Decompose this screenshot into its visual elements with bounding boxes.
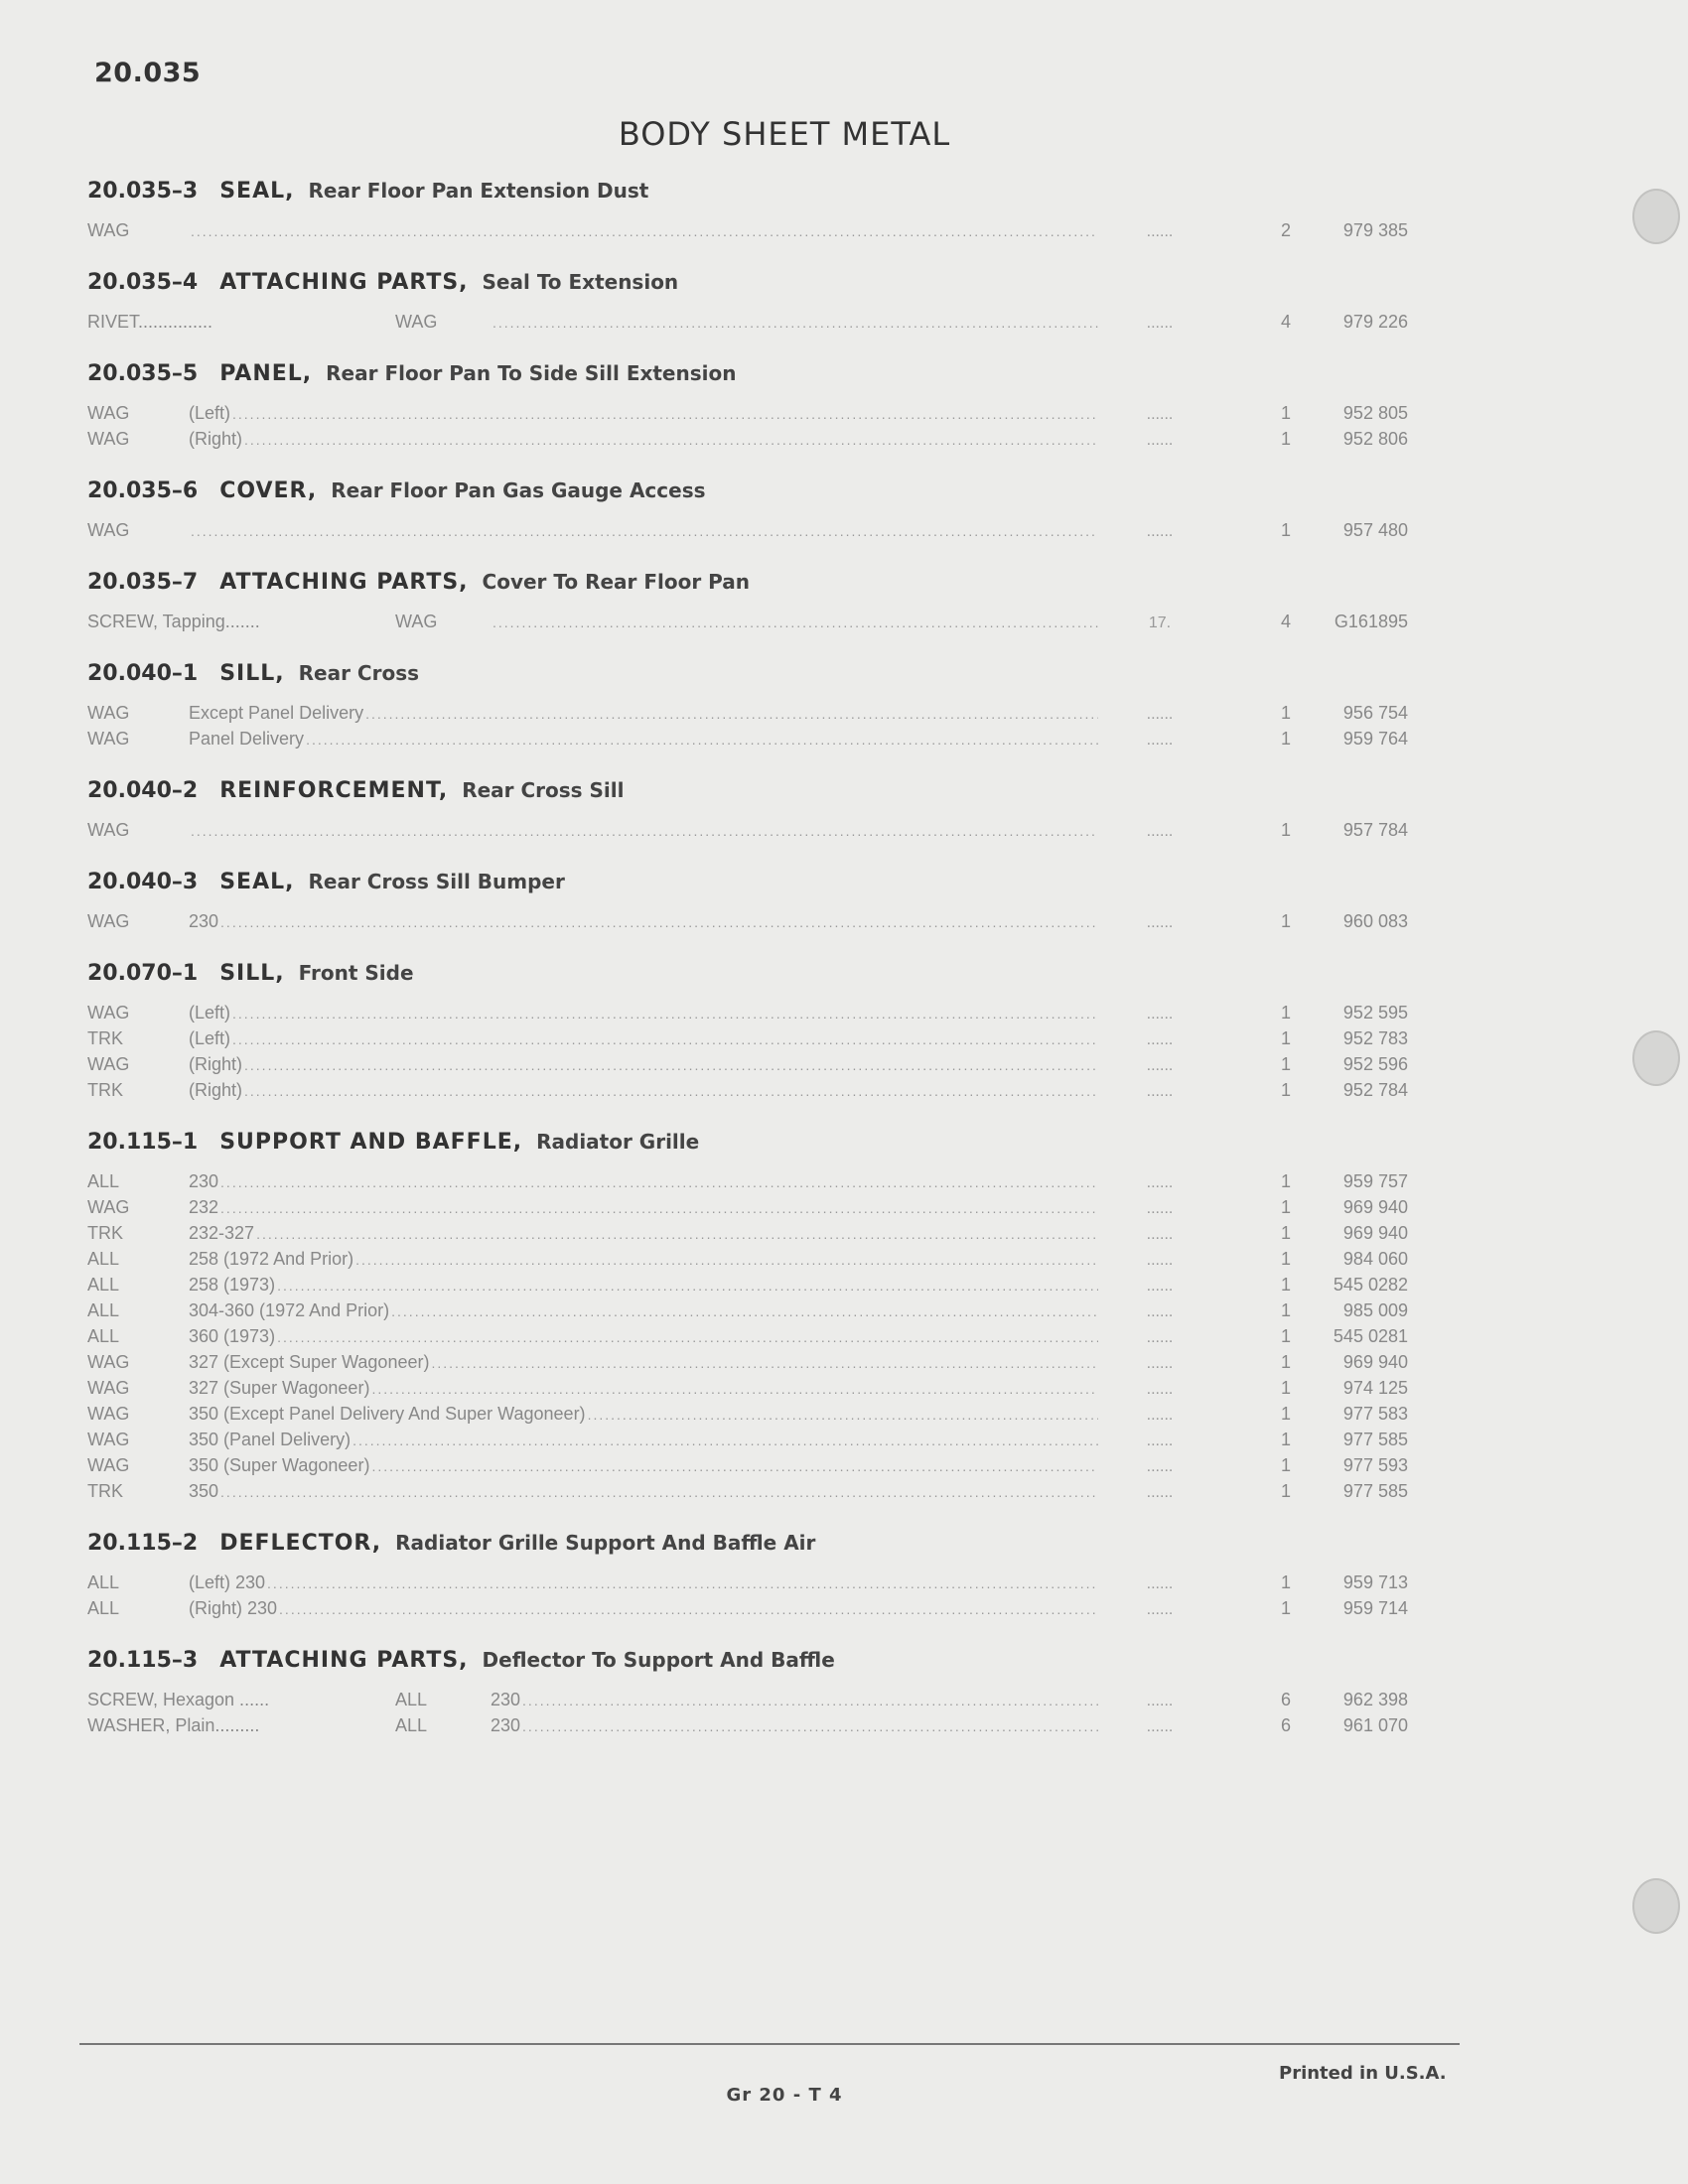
- part-application: WAG: [87, 520, 130, 540]
- part-application: WASHER, Plain.........: [87, 1715, 260, 1735]
- section-number: 20.040–2: [87, 777, 199, 803]
- part-quantity: 1: [1280, 1223, 1291, 1243]
- part-reference: ......: [1146, 1355, 1174, 1372]
- part-application: RIVET...............: [87, 312, 213, 332]
- part-quantity: 1: [1280, 1171, 1291, 1191]
- part-number: 969 940: [1342, 1223, 1408, 1243]
- dot-leader: [256, 1226, 1098, 1242]
- parts-section: [87, 649, 1408, 766]
- part-application: SCREW, Tapping.......: [87, 612, 260, 631]
- section-heading: [87, 349, 1408, 397]
- dot-leader: [244, 1083, 1098, 1099]
- dot-leader: [492, 614, 1098, 630]
- part-reference: ......: [1146, 1407, 1174, 1424]
- part-row: [87, 1300, 1408, 1326]
- part-row: [87, 1598, 1408, 1624]
- part-quantity: 1: [1280, 1598, 1291, 1618]
- part-quantity: 1: [1280, 1404, 1291, 1424]
- parts-section: [87, 167, 1408, 258]
- part-number: 957 480: [1342, 520, 1408, 540]
- part-quantity: 1: [1280, 429, 1291, 449]
- part-reference: ......: [1146, 1006, 1174, 1023]
- section-number: 20.035–6: [87, 478, 199, 503]
- part-number: 974 125: [1342, 1378, 1408, 1398]
- section-noun: SILL,: [219, 660, 285, 686]
- part-row: [87, 820, 1408, 846]
- part-quantity: 1: [1280, 911, 1291, 931]
- part-reference: ......: [1146, 1601, 1174, 1618]
- punch-hole: [1632, 189, 1680, 244]
- part-row: [87, 703, 1408, 729]
- section-heading: [87, 467, 1408, 514]
- part-reference: ......: [1146, 1200, 1174, 1217]
- section-description: Rear Floor Pan Gas Gauge Access: [331, 478, 706, 502]
- part-reference: ......: [1146, 406, 1174, 423]
- section-noun: DEFLECTOR,: [219, 1530, 382, 1556]
- dot-leader: [220, 1200, 1098, 1216]
- part-quantity: 1: [1280, 729, 1291, 749]
- part-row: [87, 1080, 1408, 1106]
- part-quantity: 1: [1280, 1054, 1291, 1074]
- section-noun: PANEL,: [219, 360, 313, 386]
- part-number: 979 385: [1342, 220, 1408, 240]
- part-application: WAG: [87, 1352, 130, 1372]
- part-quantity: 1: [1280, 1455, 1291, 1475]
- section-heading: [87, 558, 1408, 606]
- section-number: 20.035–4: [87, 269, 199, 295]
- part-quantity: 1: [1280, 1300, 1291, 1320]
- part-application: WAG: [87, 1003, 130, 1023]
- part-number: 952 784: [1342, 1080, 1408, 1100]
- dot-leader: [191, 223, 1098, 239]
- section-noun: ATTACHING PARTS,: [219, 569, 469, 595]
- part-quantity: 1: [1280, 1378, 1291, 1398]
- part-quantity: 1: [1280, 1197, 1291, 1217]
- part-application: SCREW, Hexagon ......: [87, 1690, 270, 1709]
- dot-leader: [220, 1484, 1098, 1500]
- part-application: ALL: [87, 1572, 120, 1592]
- part-number: 959 714: [1342, 1598, 1408, 1618]
- part-description: (Right) 230: [189, 1598, 278, 1618]
- part-reference: ......: [1146, 914, 1174, 931]
- part-number: 545 0282: [1333, 1275, 1408, 1295]
- part-reference: ......: [1146, 1329, 1174, 1346]
- part-number: 979 226: [1342, 312, 1408, 332]
- dot-leader: [522, 1693, 1098, 1708]
- part-application: WAG: [87, 1197, 130, 1217]
- section-heading: [87, 858, 1408, 905]
- section-number: 20.070–1: [87, 960, 199, 986]
- parts-section: [87, 858, 1408, 949]
- part-quantity: 1: [1280, 1572, 1291, 1592]
- part-row: [87, 1054, 1408, 1080]
- part-application: ALL: [87, 1275, 120, 1295]
- part-number: 957 784: [1342, 820, 1408, 840]
- part-application: WAG: [87, 1054, 130, 1074]
- parts-section: [87, 1519, 1408, 1636]
- part-description: (Right): [189, 1054, 243, 1074]
- section-description: Radiator Grille Support And Baffle Air: [395, 1531, 816, 1555]
- part-reference: ......: [1146, 1381, 1174, 1398]
- part-row: [87, 1690, 1408, 1715]
- part-row: [87, 1378, 1408, 1404]
- dot-leader: [279, 1601, 1098, 1617]
- part-description: 350 (Super Wagoneer): [189, 1455, 370, 1475]
- part-row: [87, 1197, 1408, 1223]
- part-number: 962 398: [1342, 1690, 1408, 1709]
- part-row: [87, 1572, 1408, 1598]
- section-heading: [87, 167, 1408, 214]
- part-application: WAG: [87, 1430, 130, 1449]
- parts-section: [87, 558, 1408, 649]
- parts-section: [87, 766, 1408, 858]
- group-page-reference: Gr 20 - T 4: [726, 2085, 843, 2106]
- part-reference: ......: [1146, 1303, 1174, 1320]
- part-number: 952 595: [1342, 1003, 1408, 1023]
- part-reference: ......: [1146, 1433, 1174, 1449]
- dot-leader: [191, 523, 1098, 539]
- section-heading: [87, 1519, 1408, 1567]
- punch-hole: [1632, 1030, 1680, 1086]
- part-reference: ......: [1146, 1458, 1174, 1475]
- part-number: 977 593: [1342, 1455, 1408, 1475]
- part-number: 984 060: [1342, 1249, 1408, 1269]
- part-description: 258 (1972 And Prior): [189, 1249, 354, 1269]
- dot-leader: [277, 1278, 1098, 1294]
- part-model: WAG: [395, 612, 438, 631]
- section-noun: ATTACHING PARTS,: [219, 1647, 469, 1673]
- part-number: 959 757: [1342, 1171, 1408, 1191]
- part-reference: ......: [1146, 1718, 1174, 1735]
- printed-in-label: Printed in U.S.A.: [1279, 2063, 1447, 2084]
- part-number: 977 583: [1342, 1404, 1408, 1424]
- part-number: 952 596: [1342, 1054, 1408, 1074]
- part-application: WAG: [87, 820, 130, 840]
- dot-leader: [371, 1381, 1098, 1397]
- part-number: 545 0281: [1333, 1326, 1408, 1346]
- part-row: [87, 1481, 1408, 1507]
- part-row: [87, 1326, 1408, 1352]
- part-row: [87, 612, 1408, 637]
- part-number: 960 083: [1342, 911, 1408, 931]
- part-reference: ......: [1146, 1252, 1174, 1269]
- part-model: ALL: [395, 1715, 428, 1735]
- parts-section: [87, 467, 1408, 558]
- section-description: Front Side: [298, 961, 414, 985]
- section-number: 20.115–1: [87, 1129, 199, 1155]
- section-noun: SEAL,: [219, 869, 295, 894]
- part-description: 230: [189, 1171, 219, 1191]
- part-quantity: 2: [1280, 220, 1291, 240]
- part-reference: 17.: [1148, 614, 1172, 631]
- dot-leader: [431, 1355, 1098, 1371]
- part-model: WAG: [395, 312, 438, 332]
- part-application: TRK: [87, 1028, 123, 1048]
- part-row: [87, 403, 1408, 429]
- part-row: [87, 520, 1408, 546]
- dot-leader: [277, 1329, 1098, 1345]
- part-number: 969 940: [1342, 1197, 1408, 1217]
- part-description: (Left): [189, 1028, 231, 1048]
- part-application: WAG: [87, 429, 130, 449]
- section-noun: COVER,: [219, 478, 318, 503]
- dot-leader: [220, 1174, 1098, 1190]
- part-reference: ......: [1146, 732, 1174, 749]
- part-row: [87, 429, 1408, 455]
- part-description: (Left) 230: [189, 1572, 266, 1592]
- section-number: 20.040–1: [87, 660, 199, 686]
- part-description: 350 (Panel Delivery): [189, 1430, 352, 1449]
- part-description: 230: [189, 911, 219, 931]
- part-number: 952 806: [1342, 429, 1408, 449]
- section-description: Seal To Extension: [482, 270, 679, 294]
- section-number: 20.035–3: [87, 178, 199, 204]
- parts-list: [87, 167, 1408, 1753]
- part-application: TRK: [87, 1481, 123, 1501]
- section-heading: [87, 766, 1408, 814]
- part-row: [87, 1715, 1408, 1741]
- part-reference: ......: [1146, 1278, 1174, 1295]
- dot-leader: [232, 1006, 1098, 1022]
- part-quantity: 1: [1280, 1003, 1291, 1023]
- section-number: 20.035–5: [87, 360, 199, 386]
- part-reference: ......: [1146, 432, 1174, 449]
- section-description: Rear Cross Sill: [462, 778, 625, 802]
- part-quantity: 1: [1280, 1326, 1291, 1346]
- dot-leader: [492, 315, 1098, 331]
- part-quantity: 1: [1280, 820, 1291, 840]
- part-quantity: 1: [1280, 1481, 1291, 1501]
- part-quantity: 6: [1280, 1715, 1291, 1735]
- part-quantity: 1: [1280, 403, 1291, 423]
- part-application: ALL: [87, 1171, 120, 1191]
- part-quantity: 4: [1280, 312, 1291, 332]
- part-description: (Left): [189, 403, 231, 423]
- dot-leader: [244, 432, 1098, 448]
- part-description: 327 (Super Wagoneer): [189, 1378, 370, 1398]
- parts-section: [87, 1118, 1408, 1519]
- dot-leader: [220, 914, 1098, 930]
- section-number: 20.040–3: [87, 869, 199, 894]
- section-noun: SEAL,: [219, 178, 295, 204]
- dot-leader: [244, 1057, 1098, 1073]
- parts-section: [87, 349, 1408, 467]
- page-title: BODY SHEET METAL: [618, 115, 951, 153]
- section-number: 20.115–3: [87, 1647, 199, 1673]
- parts-section: [87, 1636, 1408, 1753]
- part-application: ALL: [87, 1249, 120, 1269]
- section-heading: [87, 649, 1408, 697]
- part-description: 327 (Except Super Wagoneer): [189, 1352, 430, 1372]
- part-model: ALL: [395, 1690, 428, 1709]
- part-application: WAG: [87, 220, 130, 240]
- part-quantity: 1: [1280, 1430, 1291, 1449]
- dot-leader: [191, 823, 1098, 839]
- parts-section: [87, 949, 1408, 1118]
- part-number: 961 070: [1342, 1715, 1408, 1735]
- section-heading: [87, 1636, 1408, 1684]
- section-number: 20.115–2: [87, 1530, 199, 1556]
- section-heading: [87, 1118, 1408, 1165]
- part-row: [87, 1171, 1408, 1197]
- section-noun: ATTACHING PARTS,: [219, 269, 469, 295]
- part-row: [87, 1003, 1408, 1028]
- part-application: TRK: [87, 1080, 123, 1100]
- part-quantity: 4: [1280, 612, 1291, 631]
- part-quantity: 1: [1280, 520, 1291, 540]
- part-description: 232-327: [189, 1223, 255, 1243]
- section-heading: [87, 949, 1408, 997]
- part-description: 258 (1973): [189, 1275, 276, 1295]
- part-row: [87, 1275, 1408, 1300]
- part-quantity: 1: [1280, 1275, 1291, 1295]
- part-number: 959 713: [1342, 1572, 1408, 1592]
- part-number: 952 783: [1342, 1028, 1408, 1048]
- part-row: [87, 911, 1408, 937]
- section-number: 20.035–7: [87, 569, 199, 595]
- part-description: 360 (1973): [189, 1326, 276, 1346]
- part-description: 232: [189, 1197, 219, 1217]
- part-row: [87, 1249, 1408, 1275]
- dot-leader: [522, 1718, 1098, 1734]
- part-quantity: 1: [1280, 1080, 1291, 1100]
- part-reference: ......: [1146, 1484, 1174, 1501]
- section-description: Radiator Grille: [536, 1130, 700, 1154]
- part-row: [87, 1028, 1408, 1054]
- part-description: Except Panel Delivery: [189, 703, 364, 723]
- part-row: [87, 729, 1408, 754]
- part-application: ALL: [87, 1326, 120, 1346]
- part-number: 952 805: [1342, 403, 1408, 423]
- part-reference: ......: [1146, 1693, 1174, 1709]
- parts-section: [87, 258, 1408, 349]
- section-description: Deflector To Support And Baffle: [482, 1648, 835, 1672]
- part-quantity: 6: [1280, 1690, 1291, 1709]
- part-description: 350: [189, 1481, 219, 1501]
- part-reference: ......: [1146, 1575, 1174, 1592]
- part-reference: ......: [1146, 523, 1174, 540]
- part-reference: ......: [1146, 1057, 1174, 1074]
- part-application: WAG: [87, 911, 130, 931]
- part-reference: ......: [1146, 1226, 1174, 1243]
- section-description: Rear Cross Sill Bumper: [308, 870, 565, 893]
- dot-leader: [391, 1303, 1098, 1319]
- section-description: Rear Cross: [298, 661, 420, 685]
- part-description: 350 (Except Panel Delivery And Super Wagoneer): [189, 1404, 586, 1424]
- part-application: WAG: [87, 729, 130, 749]
- part-reference: ......: [1146, 823, 1174, 840]
- part-reference: ......: [1146, 706, 1174, 723]
- part-row: [87, 1352, 1408, 1378]
- dot-leader: [371, 1458, 1098, 1474]
- punch-hole: [1632, 1878, 1680, 1934]
- part-quantity: 1: [1280, 703, 1291, 723]
- part-row: [87, 312, 1408, 338]
- dot-leader: [365, 706, 1098, 722]
- part-application: ALL: [87, 1300, 120, 1320]
- part-description: 230: [491, 1690, 521, 1709]
- part-reference: ......: [1146, 1031, 1174, 1048]
- dot-leader: [352, 1433, 1098, 1448]
- section-description: Rear Floor Pan Extension Dust: [308, 179, 649, 203]
- part-description: (Right): [189, 429, 243, 449]
- section-description: Rear Floor Pan To Side Sill Extension: [326, 361, 737, 385]
- dot-leader: [306, 732, 1098, 748]
- part-application: ALL: [87, 1598, 120, 1618]
- part-number: 977 585: [1342, 1430, 1408, 1449]
- part-reference: ......: [1146, 315, 1174, 332]
- dot-leader: [232, 1031, 1098, 1047]
- part-number: 985 009: [1342, 1300, 1408, 1320]
- part-number: 956 754: [1342, 703, 1408, 723]
- part-reference: ......: [1146, 223, 1174, 240]
- part-application: WAG: [87, 403, 130, 423]
- part-application: TRK: [87, 1223, 123, 1243]
- part-number: G161895: [1334, 612, 1408, 631]
- part-application: WAG: [87, 1455, 130, 1475]
- part-description: 230: [491, 1715, 521, 1735]
- part-quantity: 1: [1280, 1028, 1291, 1048]
- part-row: [87, 1223, 1408, 1249]
- section-noun: REINFORCEMENT,: [219, 777, 449, 803]
- section-heading: [87, 258, 1408, 306]
- part-reference: ......: [1146, 1083, 1174, 1100]
- part-application: WAG: [87, 1378, 130, 1398]
- part-quantity: 1: [1280, 1352, 1291, 1372]
- section-noun: SUPPORT AND BAFFLE,: [219, 1129, 523, 1155]
- dot-leader: [355, 1252, 1098, 1268]
- page-number: 20.035: [94, 58, 202, 88]
- part-number: 977 585: [1342, 1481, 1408, 1501]
- part-number: 969 940: [1342, 1352, 1408, 1372]
- part-row: [87, 1455, 1408, 1481]
- part-application: WAG: [87, 1404, 130, 1424]
- part-row: [87, 1430, 1408, 1455]
- part-description: (Right): [189, 1080, 243, 1100]
- part-row: [87, 1404, 1408, 1430]
- part-reference: ......: [1146, 1174, 1174, 1191]
- section-noun: SILL,: [219, 960, 285, 986]
- part-row: [87, 220, 1408, 246]
- section-description: Cover To Rear Floor Pan: [482, 570, 751, 594]
- part-number: 959 764: [1342, 729, 1408, 749]
- part-application: WAG: [87, 703, 130, 723]
- part-description: Panel Delivery: [189, 729, 305, 749]
- part-description: 304-360 (1972 And Prior): [189, 1300, 390, 1320]
- dot-leader: [232, 406, 1098, 422]
- part-description: (Left): [189, 1003, 231, 1023]
- footer-rule: [79, 2043, 1460, 2045]
- part-quantity: 1: [1280, 1249, 1291, 1269]
- dot-leader: [588, 1407, 1098, 1423]
- dot-leader: [267, 1575, 1098, 1591]
